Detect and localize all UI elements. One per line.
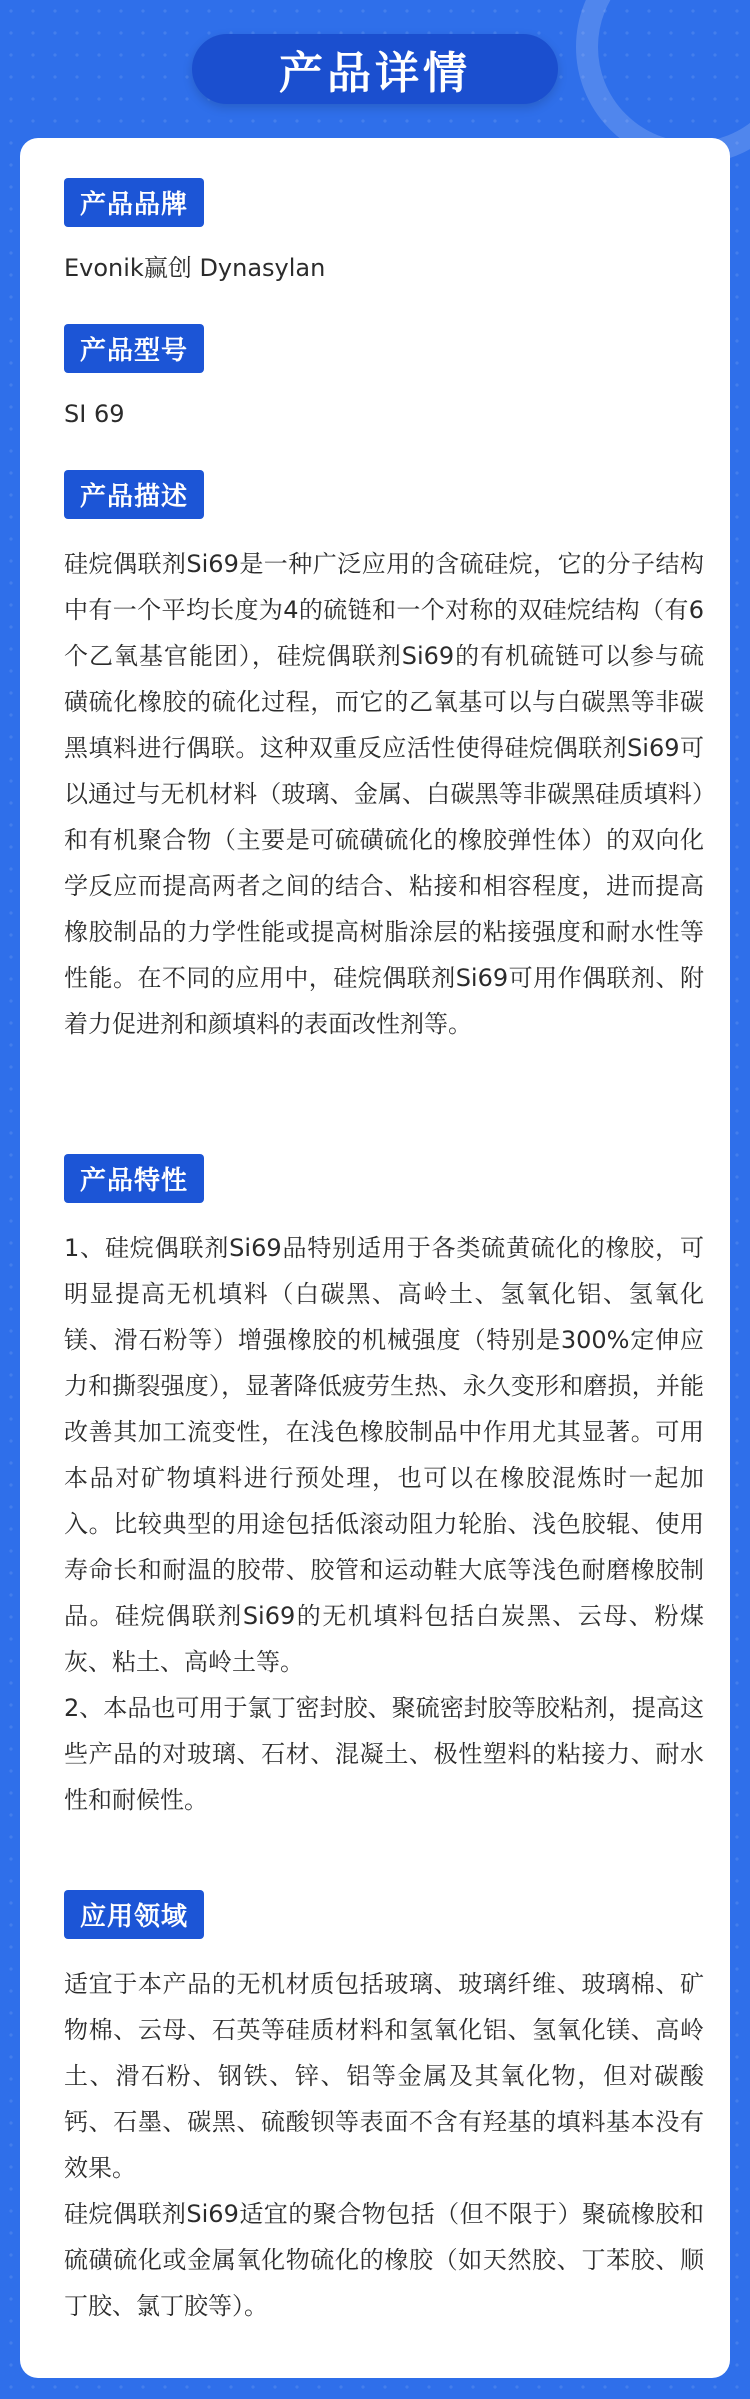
brand-heading: 产品品牌	[64, 178, 204, 227]
features-paragraph: 1、硅烷偶联剂Si69品特别适用于各类硫黄硫化的橡胶，可明显提高无机填料（白碳黑、高岭土、氢氧化铝、氢氧化镁、滑石粉等）增强橡胶的机械强度（特别是300%定伸应力和撕裂强度），显著降低疲劳生热、永久变形和磨损，并能改善其加工流变性，在浅色橡胶制品中作用尤其显著。可用本品对矿物填料进行预处理，也可以在橡胶混炼时一起加入。比较典型的用途包括低滚动阻力轮胎、浅色胶辊、使用寿命长和耐温的胶带、胶管和运动鞋大底等浅色耐磨橡胶制品。硅烷偶联剂Si69的无机填料包括白炭黑、云母、粉煤灰、粘土、高岭土等。	[64, 1234, 704, 1676]
model-value: SI 69	[64, 400, 125, 428]
applications-paragraph: 适宜于本产品的无机材质包括玻璃、玻璃纤维、玻璃棉、矿物棉、云母、石英等硅质材料和氢氧化铝、氢氧化镁、高岭土、滑石粉、钢铁、锌、铝等金属及其氧化物，但对碳酸钙、石墨、碳黑、硫酸钡等表面不含有羟基的填料基本没有效果。	[64, 1970, 704, 2182]
description-text: 硅烷偶联剂Si69是一种广泛应用的含硫硅烷，它的分子结构中有一个平均长度为4的硫链和一个对称的双硅烷结构（有6个乙氧基官能团），硅烷偶联剂Si69的有机硫链可以参与硫磺硫化橡胶的硫化过程，而它的乙氧基可以与白碳黑等非碳黑填料进行偶联。这种双重反应活性使得硅烷偶联剂Si69可以通过与无机材料（玻璃、金属、白碳黑等非碳黑硅质填料）和有机聚合物（主要是可硫磺硫化的橡胶弹性体）的双向化学反应而提高两者之间的结合、粘接和相容程度，进而提高橡胶制品的力学性能或提高树脂涂层的粘接强度和耐水性等性能。在不同的应用中，硅烷偶联剂Si69可用作偶联剂、附着力促进剂和颜填料的表面改性剂等。	[64, 550, 704, 1038]
applications-paragraph: 硅烷偶联剂Si69适宜的聚合物包括（但不限于）聚硫橡胶和硫磺硫化或金属氧化物硫化的橡胶（如天然胶、丁苯胶、顺丁胶、氯丁胶等）。	[64, 2200, 704, 2320]
description-heading: 产品描述	[64, 470, 204, 519]
features-heading: 产品特性	[64, 1154, 204, 1203]
model-section	[64, 324, 704, 437]
applications-text	[64, 1961, 704, 2329]
applications-heading: 应用领域	[64, 1890, 204, 1939]
features-paragraph: 2、本品也可用于氯丁密封胶、聚硫密封胶等胶粘剂，提高这些产品的对玻璃、石材、混凝土、极性塑料的粘接力、耐水性和耐候性。	[64, 1694, 704, 1814]
brand-value: Evonik赢创 Dynasylan	[64, 254, 326, 282]
brand-section	[64, 178, 704, 291]
features-section	[64, 1154, 704, 1823]
features-text	[64, 1225, 704, 1823]
description-section	[64, 470, 704, 1047]
page-header	[192, 34, 558, 104]
page-title: 产品详情	[279, 48, 471, 99]
applications-section	[64, 1890, 704, 2329]
model-heading: 产品型号	[64, 324, 204, 373]
content-card	[20, 138, 730, 2378]
